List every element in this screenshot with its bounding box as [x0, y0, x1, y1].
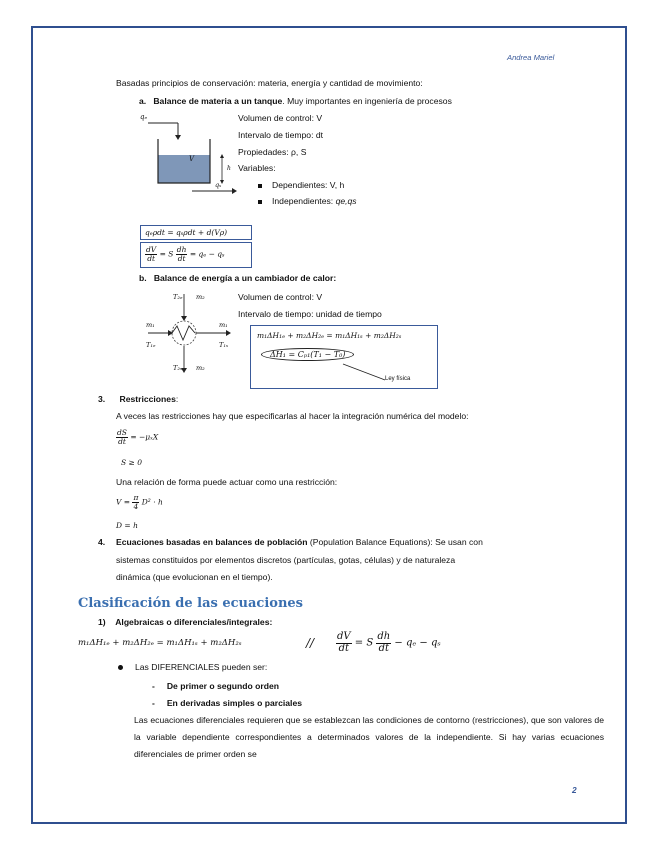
- equation-differential: $\frac{dV}{dt}$ = S $\frac{dh}{dt}$ − qₑ − qₛ: [337, 631, 441, 654]
- label-t1s: T₁ₛ: [219, 341, 229, 349]
- tank-line-3: Propiedades: ρ, S: [238, 147, 307, 157]
- bullet-dot-icon: [118, 665, 123, 670]
- equation-separator: //: [306, 636, 315, 650]
- bullet-diferenciales: Las DIFERENCIALES pueden ser:: [118, 662, 267, 672]
- section-heading: Clasificación de las ecuaciones: [78, 596, 303, 611]
- label-m2-bot: m₂: [196, 364, 205, 372]
- label-m1-left: m₁: [146, 321, 155, 329]
- equation-v: V = $\frac{\pi}{4}$ D² · h: [116, 493, 163, 511]
- section-a: a. Balance de materia a un tanque. Muy importantes en ingeniería de procesos: [139, 96, 452, 106]
- dash-item-2: - En derivadas simples o parciales: [152, 698, 303, 708]
- equation-s: S ≥ 0: [121, 458, 142, 467]
- tank-line-1: Volumen de control: V: [238, 113, 323, 123]
- label-m1-right: m₁: [219, 321, 228, 329]
- differential-paragraph: Las ecuaciones diferenciales requieren que se establezcan las condiciones de contorno (restricciones), que son valores de la variable dependiente correspondientes a determinados valores de la independiente. Si hay varias ecuaciones diferenciales de primer orden se: [134, 715, 604, 759]
- section-b: b. Balance de energía a un cambiador de calor:: [139, 273, 337, 283]
- author-header: Andrea Mariel: [507, 53, 555, 62]
- equation-algebraic: m₁ΔH₁ₑ + m₂ΔH₂ₑ = m₁ΔH₁ₛ + m₂ΔH₂ₛ: [78, 638, 242, 648]
- tank-line-2: Intervalo de tiempo: dt: [238, 130, 324, 140]
- label-V: V: [189, 155, 195, 163]
- tank-diagram: [134, 111, 238, 201]
- label-t1e: T₁ₑ: [146, 341, 156, 349]
- label-qs: qₛ: [215, 181, 222, 189]
- section-3: 3. Restricciones:: [98, 394, 179, 404]
- ellipse-equation: ΔH₁ = Cₚ₁(T₁ − T₀): [261, 348, 354, 361]
- page-border: [31, 26, 627, 824]
- restricciones-text: A veces las restricciones hay que especificarlas al hacer la integración numérica del modelo:: [116, 411, 469, 421]
- restricciones-text-2: Una relación de forma puede actuar como una restricción:: [116, 477, 338, 487]
- heat-exchanger-diagram: [140, 288, 240, 382]
- dash-item-1: - De primer o segundo orden: [152, 681, 280, 691]
- equation-d: D = h: [116, 521, 138, 530]
- pointer-line: [341, 362, 391, 384]
- poblacion-line-2: sistemas constituidos por elementos discretos (partículas, gotas, células) y de naturaleza: [116, 555, 456, 565]
- exchanger-line-2: Intervalo de tiempo: unidad de tiempo: [238, 309, 382, 319]
- bullet-square-icon: [258, 184, 262, 188]
- page-number: 2: [572, 785, 577, 795]
- intro-text: Basadas principios de conservación: materia, energía y cantidad de movimiento:: [116, 78, 423, 88]
- bullet-square-icon: [258, 200, 262, 204]
- tank-line-4: Variables:: [238, 163, 276, 173]
- poblacion-line-3: dinámica (que evolucionan en el tiempo).: [116, 572, 273, 582]
- label-h: h: [227, 165, 231, 172]
- equation-ds: $\frac{dS}{dt}$ = −μₓX: [117, 428, 159, 446]
- ley-fisica-note: Ley física: [385, 376, 411, 382]
- clasificacion-item-1: 1) Algebraicas o diferenciales/integrales:: [98, 617, 273, 627]
- section-4: 4. Ecuaciones basadas en balances de población (Population Balance Equations): Se usan con: [98, 537, 483, 547]
- label-m2-top: m₂: [196, 293, 205, 301]
- equation-box-1: qₑρdt = qₛρdt + d(Vρ): [140, 225, 252, 240]
- exchanger-line-1: Volumen de control: V: [238, 292, 323, 302]
- label-t2s: T₂ₛ: [173, 364, 183, 372]
- label-t2e: T₂ₑ: [173, 293, 183, 301]
- equation-box-2: $\frac{dV}{dt}$ = S $\frac{dh}{dt}$ = qₑ − qₛ: [140, 242, 252, 268]
- dependientes-item: Dependientes: V, h: [258, 180, 344, 190]
- independientes-item: Independientes: qe,qs: [258, 196, 357, 206]
- label-qe: qₑ: [140, 113, 148, 121]
- equation-box-energy: m₁ΔH₁ₑ + m₂ΔH₂ₑ = m₁ΔH₁ₛ + m₂ΔH₂ₛ ΔH₁ = Cₚ₁(T₁ − T₀) Ley física: [250, 325, 438, 389]
